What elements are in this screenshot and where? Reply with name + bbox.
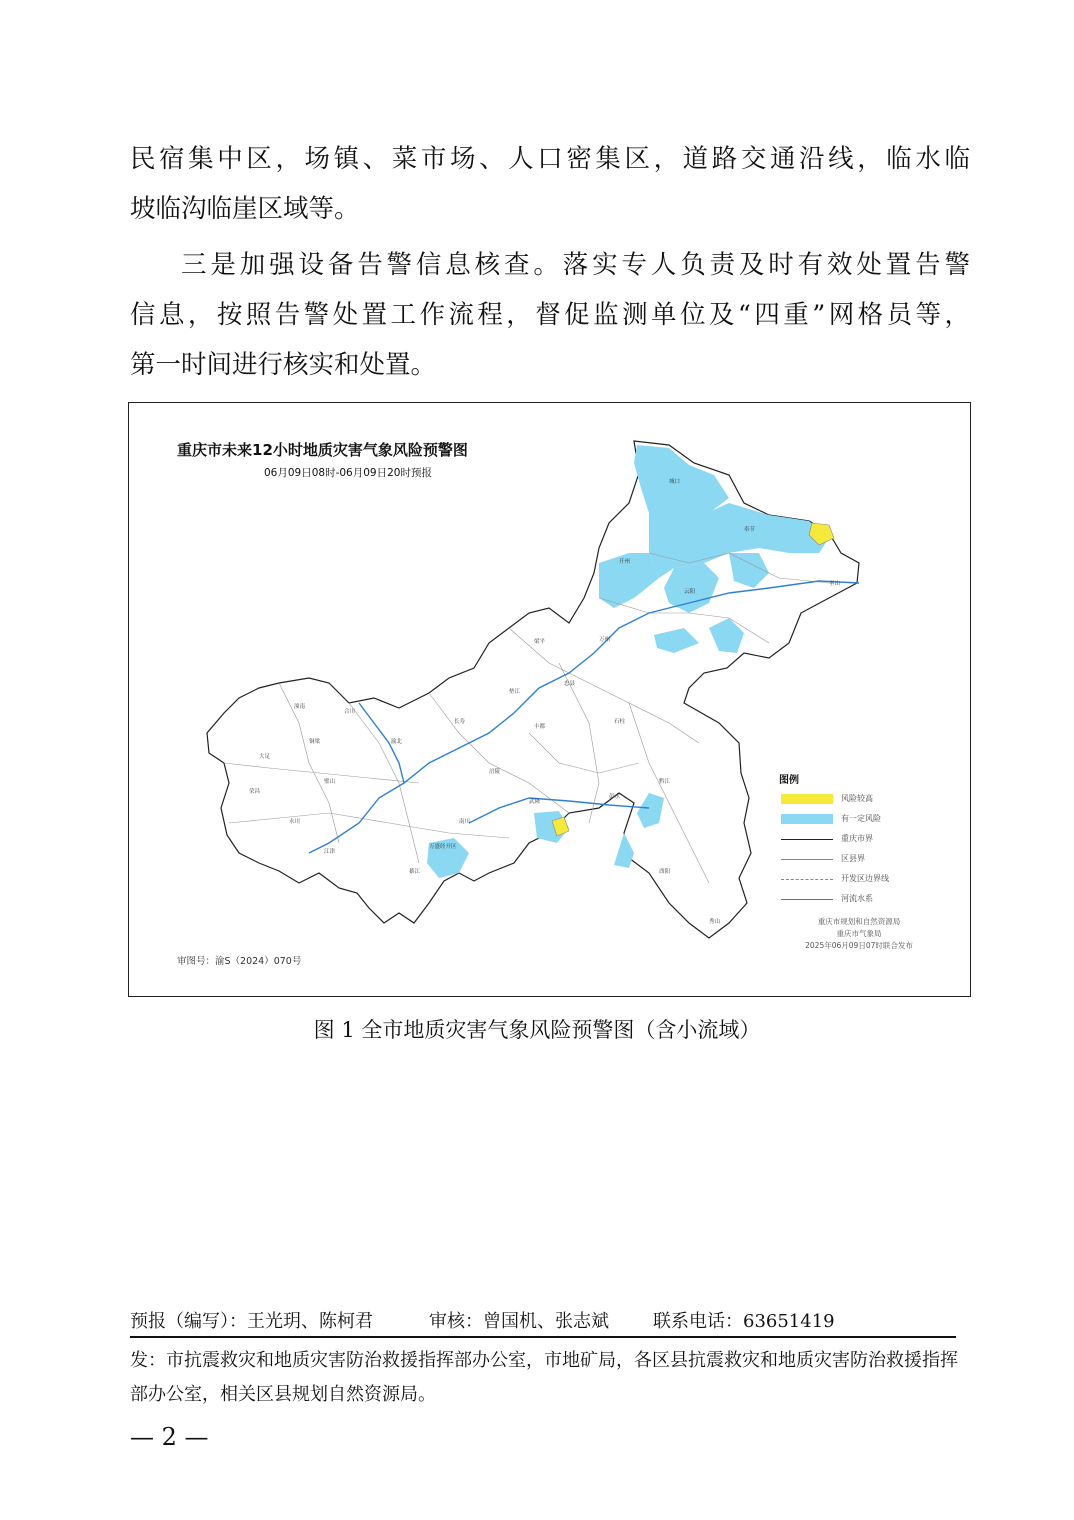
legend-swatch <box>781 794 833 804</box>
legend-swatch <box>781 814 833 824</box>
footer-divider <box>130 1336 956 1338</box>
label-fengdu: 丰都 <box>534 724 546 730</box>
legend-title: 图例 <box>779 775 799 786</box>
label-chengkou: 城口 <box>669 479 681 485</box>
label-wulong: 武隆 <box>529 799 541 805</box>
map-review-number: 审图号：渝S（2024）070号 <box>177 956 302 967</box>
legend-label: 有一定风险 <box>841 814 881 823</box>
label-wuxi-fengjie: 奉节 <box>744 527 756 533</box>
label-changshou: 长寿 <box>454 719 466 725</box>
legend-swatch <box>781 899 833 900</box>
label-youyang: 酉阳 <box>659 869 671 875</box>
label-xiushan: 秀山 <box>709 919 721 925</box>
label-wansheng: 万盛经开区 <box>429 844 457 850</box>
legend-swatch <box>781 839 833 840</box>
label-bishan: 璧山 <box>324 779 336 785</box>
legend-label: 风险较高 <box>841 794 873 803</box>
label-yunyang: 云阳 <box>684 589 696 595</box>
map-legend <box>779 771 949 952</box>
paragraph-three <box>130 240 970 390</box>
label-fuling: 涪陵 <box>489 769 501 775</box>
para2-line2: 信息，按照告警处置工作流程，督促监测单位及“四重”网格员等， <box>130 300 970 330</box>
label-wushan: 巫山 <box>829 581 841 587</box>
para1-line2: 坡临沟临崖区域等。 <box>130 194 360 224</box>
para2-line3: 第一时间进行核实和处置。 <box>130 350 437 380</box>
publish-time: 2025年06月09日07时联合发布 <box>805 941 913 950</box>
label-yongchuan: 永川 <box>289 819 301 825</box>
map-subtitle: 06月09日08时-06月09日20时预报 <box>264 467 432 479</box>
legend-item-dev-zone <box>779 870 949 890</box>
distribution-list: 发：市抗震救灾和地质灾害防治救援指挥部办公室，市地矿局，各区县抗震救灾和地质灾害防治救援指挥部办公室，相关区县规划自然资源局。 <box>130 1350 958 1405</box>
legend-item-some-risk <box>779 810 949 830</box>
label-nanchuan: 南川 <box>459 819 471 825</box>
legend-item-district-border <box>779 850 949 870</box>
label-zhongxian: 忠县 <box>564 681 576 687</box>
phone-number: 63651419 <box>743 1311 835 1332</box>
legend-label: 开发区边界线 <box>841 874 889 883</box>
paragraph-continuation <box>130 134 970 234</box>
forecast-author: 预报（编写）：王光玥、陈柯君 <box>130 1311 373 1332</box>
legend-publisher <box>779 916 939 952</box>
footer-credits <box>130 1307 835 1333</box>
para1-line1: 民宿集中区，场镇、菜市场、人口密集区，道路交通沿线，临水临 <box>130 144 970 174</box>
publisher-line2: 重庆市气象局 <box>836 929 882 938</box>
label-liangping: 梁平 <box>534 639 546 645</box>
label-tongliang: 铜梁 <box>309 739 321 745</box>
label-rongchang: 荣昌 <box>249 789 261 795</box>
legend-item-river <box>779 890 949 910</box>
legend-label: 重庆市界 <box>841 834 873 843</box>
figure-caption: 图 1 全市地质灾害气象风险预警图（含小流域） <box>313 1018 761 1042</box>
label-tongnan: 潼南 <box>294 704 306 710</box>
publisher-line1: 重庆市规划和自然资源局 <box>817 917 901 926</box>
risk-map-figure <box>128 402 971 997</box>
phone-label: 联系电话： <box>653 1311 743 1332</box>
page-number: — 2 — <box>130 1423 209 1451</box>
para2-line1: 三是加强设备告警信息核查。落实专人负责及时有效处置告警 <box>181 250 970 280</box>
reviewer: 审核：曾国机、张志斌 <box>429 1311 609 1332</box>
label-wanzhou: 万州 <box>599 637 611 643</box>
label-qijiang: 綦江 <box>409 869 421 875</box>
legend-swatch <box>781 859 833 860</box>
label-kaizhou: 开州 <box>619 559 631 565</box>
label-qianjiang: 黔江 <box>659 779 671 785</box>
label-pengshui: 彭水 <box>609 794 621 800</box>
legend-label: 河流水系 <box>841 894 873 903</box>
label-yubei: 渝北 <box>391 739 403 745</box>
label-jiangjin: 江津 <box>324 849 336 855</box>
legend-swatch <box>781 879 833 880</box>
label-dazu: 大足 <box>259 754 271 760</box>
map-title: 重庆市未来12小时地质灾害气象风险预警图 <box>177 441 468 459</box>
label-hechuan: 合川 <box>344 709 356 715</box>
legend-item-city-border <box>779 830 949 850</box>
legend-item-high-risk <box>779 790 949 810</box>
legend-label: 区县界 <box>841 854 865 863</box>
label-dianjiang: 垫江 <box>509 689 521 695</box>
label-shizhu: 石柱 <box>614 719 626 725</box>
